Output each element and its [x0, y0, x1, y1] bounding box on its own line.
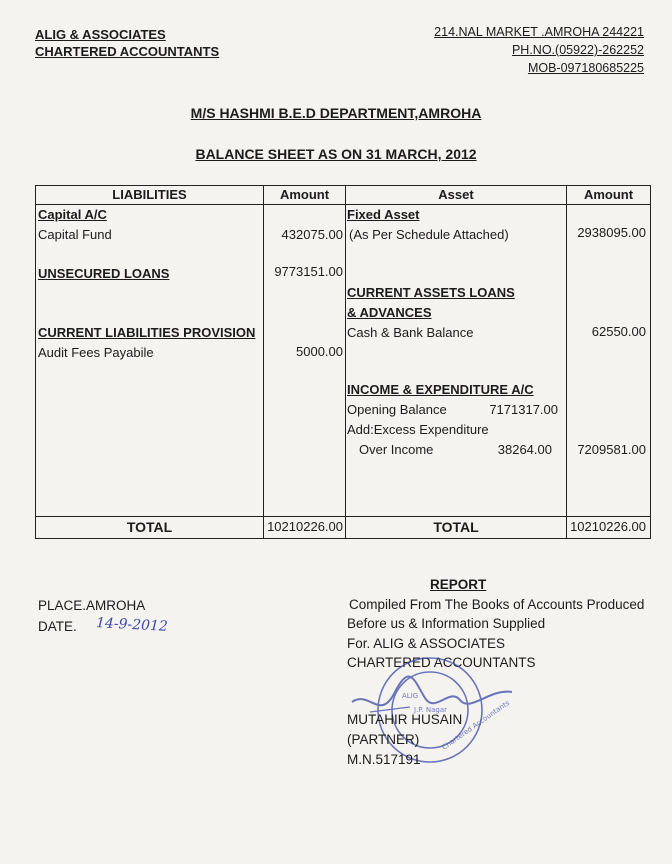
report-heading: REPORT [430, 577, 487, 592]
fixed-asset-desc: (As Per Schedule Attached) [349, 227, 509, 242]
membership-number: M.N.517191 [347, 752, 421, 767]
fixed-asset-heading: Fixed Asset [347, 207, 420, 222]
handwritten-date: 14-9-2012 [95, 615, 169, 635]
capital-fund-label: Capital Fund [38, 227, 112, 242]
unsecured-loans-label: UNSECURED LOANS [38, 266, 170, 281]
cash-bank-amount: 62550.00 [591, 324, 646, 339]
unsecured-loans-amount: 9773151.00 [274, 264, 343, 279]
place: PLACE.AMROHA [38, 598, 146, 613]
current-assets-heading-2: & ADVANCES [347, 305, 432, 320]
header-amount-assets: Amount [583, 187, 634, 202]
document-subtitle: BALANCE SHEET AS ON 31 MARCH, 2012 [195, 146, 477, 162]
current-assets-heading-1: CURRENT ASSETS LOANS [347, 285, 515, 300]
header-asset: Asset [438, 187, 474, 202]
capital-fund-amount: 432075.00 [281, 227, 343, 242]
audit-fees-label: Audit Fees Payabile [38, 345, 154, 360]
opening-balance-label: Opening Balance [347, 402, 447, 417]
cash-bank-label: Cash & Bank Balance [347, 325, 474, 340]
over-income-amount: 38264.00 [497, 442, 552, 457]
capital-heading: Capital A/C [38, 207, 107, 222]
svg-text:ALIG: ALIG [402, 692, 419, 700]
firm-name: ALIG & ASSOCIATES [35, 27, 166, 42]
ie-total-amount: 7209581.00 [577, 442, 646, 457]
firm-type: CHARTERED ACCOUNTANTS [35, 44, 220, 59]
total-assets-amount: 10210226.00 [570, 519, 646, 534]
total-label-assets: TOTAL [433, 519, 479, 535]
svg-text:Chartered Accountants: Chartered Accountants [440, 698, 512, 752]
mobile-number: MOB-097180685225 [527, 61, 644, 75]
opening-balance-amount: 7171317.00 [489, 402, 558, 417]
phone-number: PH.NO.(05922)-262252 [511, 43, 644, 57]
add-excess-label: Add:Excess Expenditure [347, 422, 489, 437]
current-liabilities-label: CURRENT LIABILITIES PROVISION [38, 325, 256, 340]
report-line-3: For. ALIG & ASSOCIATES [347, 636, 506, 651]
svg-text:J.P. Nagar: J.P. Nagar [414, 706, 448, 714]
ie-heading: INCOME & EXPENDITURE A/C [347, 382, 534, 397]
address-line: 214.NAL MARKET .AMROHA 244221 [434, 25, 644, 39]
signatory-role: (PARTNER) [347, 732, 420, 747]
over-income-label: Over Income [359, 442, 434, 457]
date-label: DATE. [38, 619, 77, 634]
balance-sheet-table [35, 185, 651, 539]
header-liabilities: LIABILITIES [112, 187, 187, 202]
report-line-4: CHARTERED ACCOUNTANTS [347, 655, 536, 670]
total-liabilities-amount: 10210226.00 [267, 519, 343, 534]
signatory-name: MUTAHIR HUSAIN [347, 712, 463, 727]
report-line-1: Compiled From The Books of Accounts Produced [349, 597, 645, 612]
header-amount-liabilities: Amount [279, 187, 330, 202]
audit-fees-amount: 5000.00 [296, 344, 343, 359]
document-title: M/S HASHMI B.E.D DEPARTMENT,AMROHA [190, 105, 482, 121]
fixed-asset-amount: 2938095.00 [577, 225, 646, 240]
total-label-liabilities: TOTAL [126, 519, 173, 535]
report-line-2: Before us & Information Supplied [347, 616, 546, 631]
